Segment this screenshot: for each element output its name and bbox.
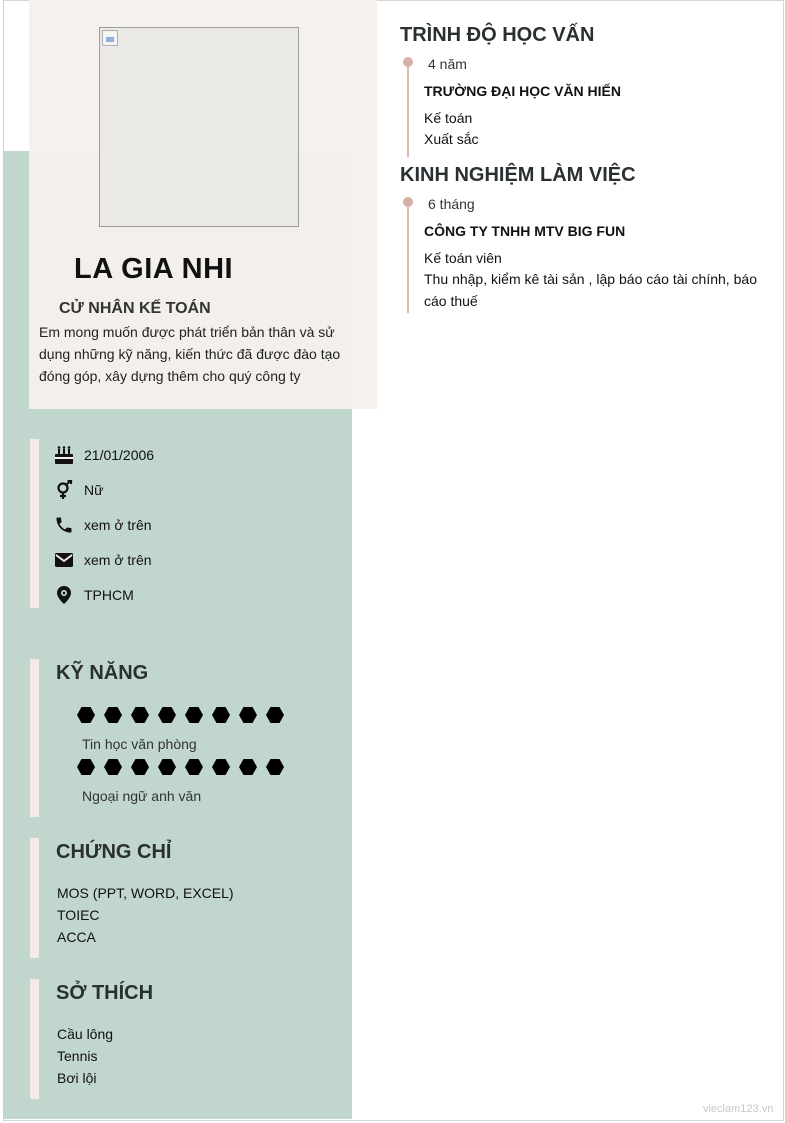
- skill-level-hexagon: [239, 759, 257, 775]
- certificates-accent-bar: [30, 838, 39, 958]
- experience-position: Kế toán viên: [424, 250, 502, 266]
- experience-company: CÔNG TY TNHH MTV BIG FUN: [424, 223, 626, 239]
- watermark: vieclam123.vn: [703, 1103, 774, 1115]
- skills-accent-bar: [30, 659, 39, 817]
- experience-timeline-dot: [403, 197, 413, 207]
- candidate-title: CỬ NHÂN KẾ TOÁN: [59, 300, 211, 317]
- hobbies-list: [57, 1023, 113, 1089]
- skill-level-hexagon: [77, 707, 95, 723]
- education-timeline-dot: [403, 57, 413, 67]
- list-item: MOS (PPT, WORD, EXCEL): [57, 885, 234, 901]
- email-icon: [54, 550, 74, 570]
- contact-row-email: [54, 549, 152, 571]
- skill-level-hexagon: [185, 759, 203, 775]
- candidate-name: LA GIA NHI: [74, 253, 234, 285]
- education-school: TRƯỜNG ĐẠI HỌC VĂN HIẾN: [424, 83, 622, 99]
- skill-level-hexagon: [212, 707, 230, 723]
- certificates-list: [57, 882, 234, 948]
- skill-level-hexagon: [266, 759, 284, 775]
- skill-name: Ngoại ngữ anh văn: [82, 788, 202, 804]
- skills-heading: KỸ NĂNG: [56, 662, 149, 684]
- contact-row-birthday: [54, 444, 155, 466]
- list-item: Tennis: [57, 1048, 98, 1064]
- skill-level-hexagon: [185, 707, 203, 723]
- skill-name: Tin học văn phòng: [82, 736, 197, 752]
- gender-icon: [54, 480, 74, 500]
- birthday-cake-icon: [54, 445, 74, 465]
- skill-rating: [77, 707, 293, 723]
- contact-gender: Nữ: [84, 482, 104, 498]
- skill-level-hexagon: [158, 707, 176, 723]
- contact-address: TPHCM: [84, 587, 134, 603]
- skill-level-hexagon: [104, 707, 122, 723]
- skill-level-hexagon: [131, 707, 149, 723]
- career-objective: Em mong muốn được phát triển bản thân và sử dụng những kỹ năng, kiến thức đã được đào tạo đóng góp, xây dựng thêm cho quý công ty: [39, 324, 341, 384]
- experience-description: Thu nhập, kiểm kê tài sản , lập báo cáo tài chính, báo cáo thuế: [424, 271, 757, 309]
- profile-photo: [99, 27, 299, 227]
- hobbies-heading: SỞ THÍCH: [56, 982, 154, 1004]
- contact-phone: xem ở trên: [84, 517, 152, 533]
- skill-level-hexagon: [239, 707, 257, 723]
- skill-rating: [77, 759, 293, 775]
- location-pin-icon: [54, 585, 74, 605]
- contact-email: xem ở trên: [84, 552, 152, 568]
- education-major: Kế toán: [424, 110, 473, 126]
- hobbies-accent-bar: [30, 979, 39, 1099]
- contact-row-address: [54, 584, 134, 606]
- contact-row-phone: [54, 514, 152, 536]
- contact-birthday: 21/01/2006: [84, 447, 155, 463]
- education-duration: 4 năm: [428, 56, 467, 72]
- contact-row-gender: [54, 479, 104, 501]
- list-item: Cầu lông: [57, 1026, 114, 1042]
- skill-level-hexagon: [158, 759, 176, 775]
- list-item: TOIEC: [57, 907, 100, 923]
- skill-level-hexagon: [212, 759, 230, 775]
- list-item: ACCA: [57, 929, 96, 945]
- education-grade: Xuất sắc: [424, 131, 479, 147]
- skill-level-hexagon: [131, 759, 149, 775]
- experience-duration: 6 tháng: [428, 196, 475, 212]
- phone-icon: [54, 515, 74, 535]
- skill-level-hexagon: [266, 707, 284, 723]
- education-timeline: [407, 60, 409, 157]
- skill-level-hexagon: [104, 759, 122, 775]
- certificates-heading: CHỨNG CHỈ: [56, 841, 172, 863]
- experience-heading: KINH NGHIỆM LÀM VIỆC: [400, 164, 636, 186]
- experience-timeline: [407, 200, 409, 313]
- contact-accent-bar: [30, 439, 39, 608]
- education-heading: TRÌNH ĐỘ HỌC VẤN: [400, 24, 595, 46]
- list-item: Bơi lội: [57, 1070, 97, 1086]
- broken-image-icon: [102, 30, 118, 46]
- skill-level-hexagon: [77, 759, 95, 775]
